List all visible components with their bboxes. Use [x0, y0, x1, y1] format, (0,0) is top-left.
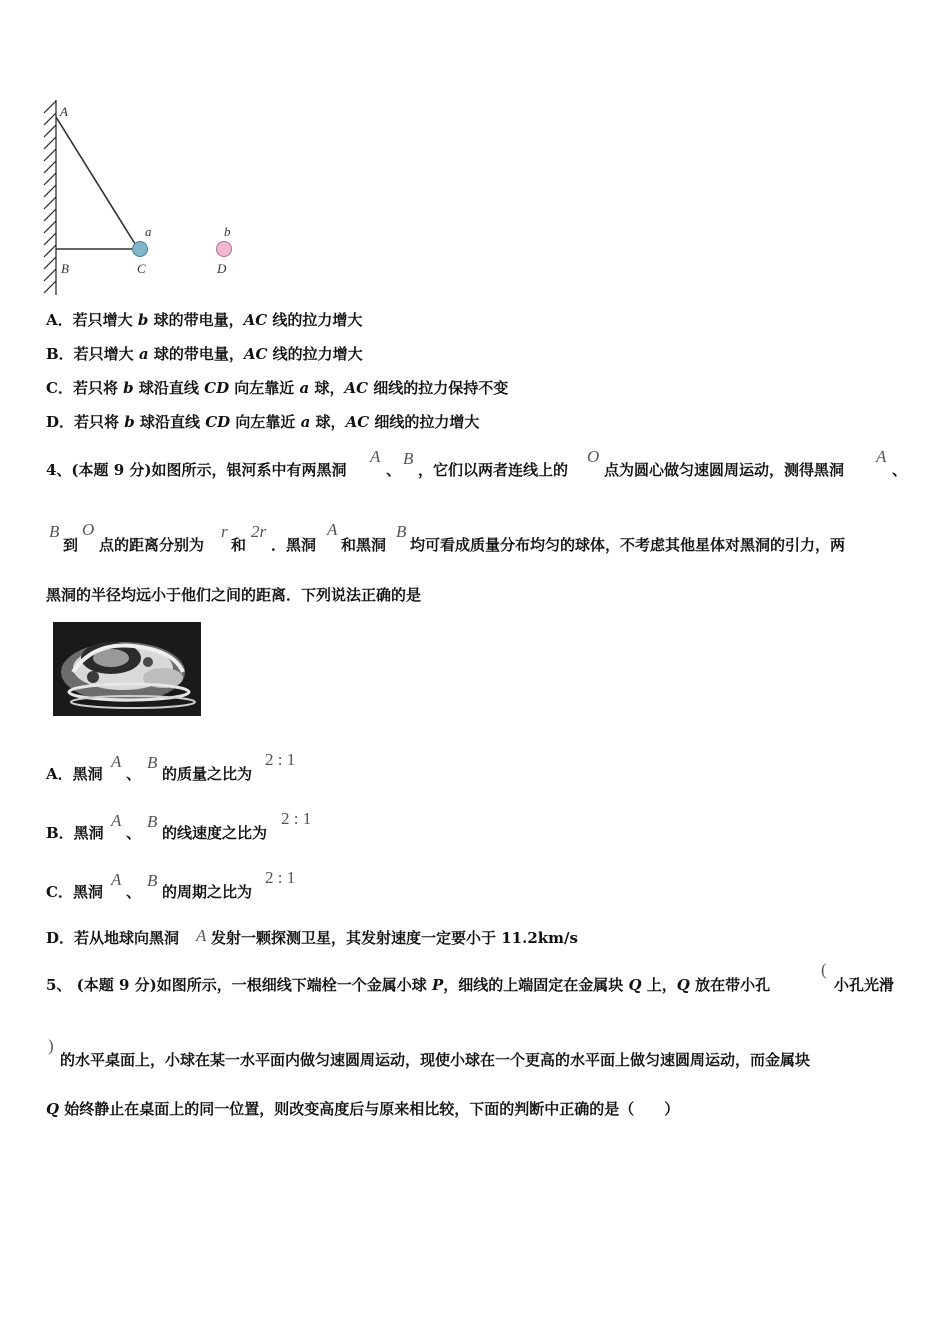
black-hole-image — [53, 622, 201, 716]
label-C: C — [137, 261, 146, 276]
q3-option-d: D．若只将 b 球沿直线 CD 向左靠近 a 球，AC 细线的拉力增大 — [46, 413, 480, 431]
q3-option-c: C．若只将 b 球沿直线 CD 向左靠近 a 球，AC 细线的拉力保持不变 — [46, 379, 509, 397]
label-A: A — [60, 104, 68, 119]
q3-option-a: A．若只增大 b 球的带电量，AC 线的拉力增大 — [46, 311, 363, 329]
label-b: b — [224, 224, 231, 239]
label-B: B — [61, 261, 69, 276]
label-D: D — [217, 261, 227, 276]
ball-a — [133, 242, 148, 257]
wall-hatching — [44, 100, 56, 295]
ball-b — [217, 242, 232, 257]
q3-option-b: B．若只增大 a 球的带电量，AC 线的拉力增大 — [46, 345, 363, 363]
label-a: a — [145, 224, 152, 239]
string-ac — [56, 117, 137, 247]
